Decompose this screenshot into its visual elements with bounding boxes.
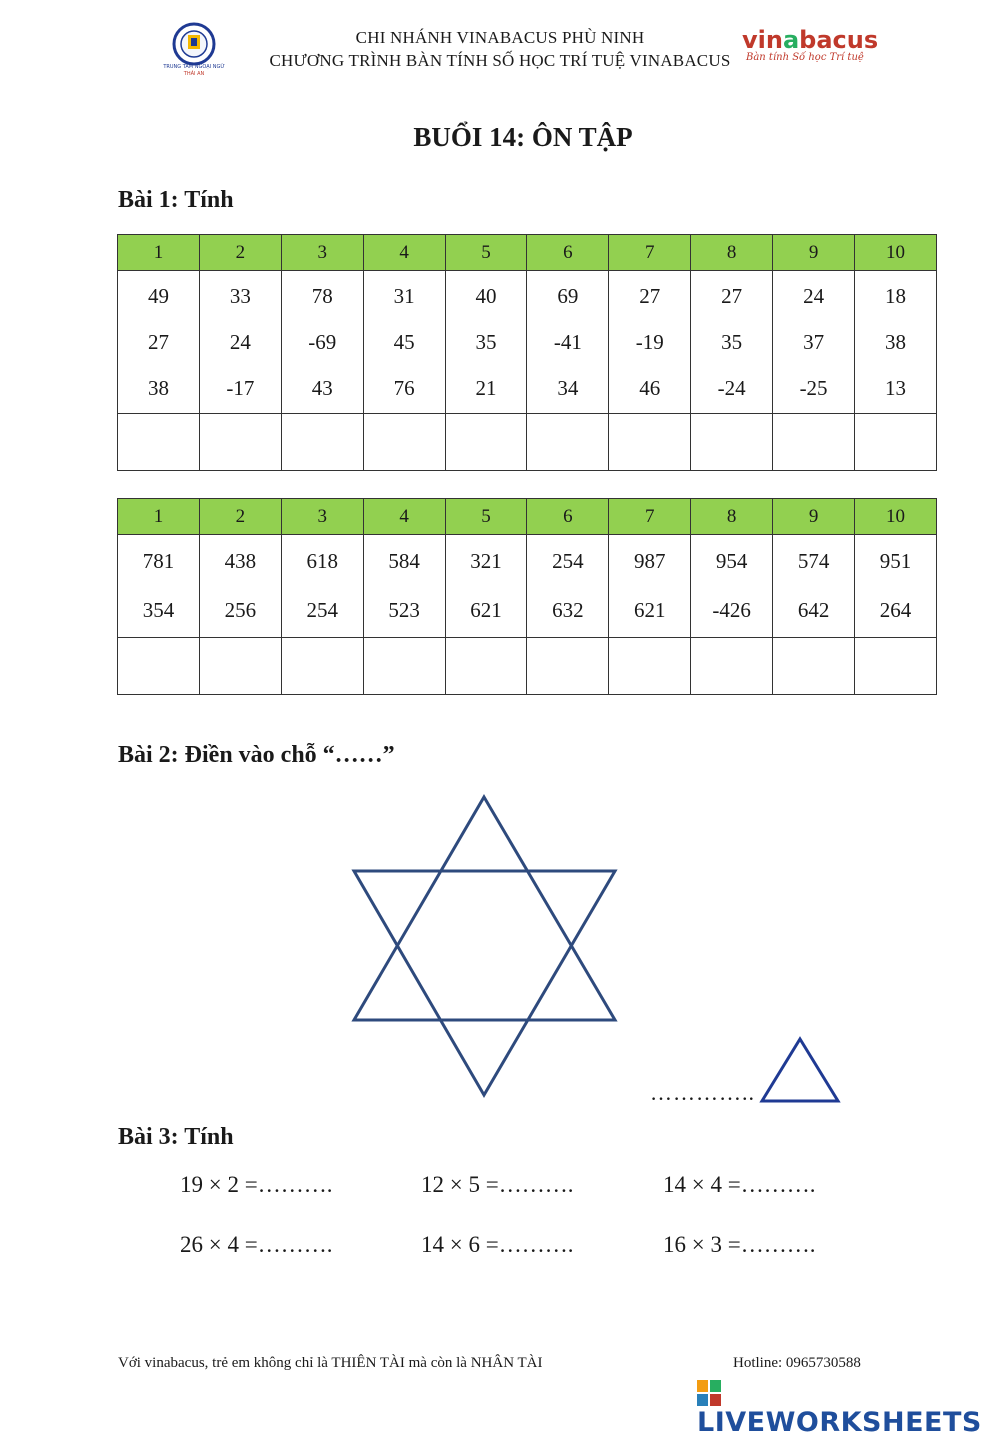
table-header-row — [118, 235, 937, 271]
cell-value: 76 — [393, 376, 415, 400]
logo-brand-c: bacus — [799, 26, 879, 54]
cell-value: 49 — [147, 284, 169, 308]
bai1-table-2 — [117, 498, 937, 695]
number-cell — [773, 271, 855, 414]
number-cell — [281, 271, 363, 414]
cell-value: -19 — [635, 330, 664, 354]
number-cell — [118, 535, 200, 638]
cell-value: -426 — [712, 598, 751, 622]
exercise-1[interactable]: 19 × 2 =………. — [180, 1172, 333, 1197]
number-cell — [281, 535, 363, 638]
cell-value: 321 — [470, 549, 502, 573]
star-of-david-figure — [340, 785, 640, 1105]
number-cell — [527, 271, 609, 414]
column-header: 5 — [445, 235, 527, 271]
cell-value: -25 — [799, 376, 828, 400]
cell-value: 621 — [634, 598, 666, 622]
cell-value: 354 — [142, 598, 175, 622]
cell-value: 31 — [393, 284, 415, 308]
cell-value: 35 — [475, 330, 497, 354]
column-header: 1 — [118, 499, 200, 535]
column-header: 7 — [609, 235, 691, 271]
cell-value: -24 — [717, 376, 746, 400]
column-header: 9 — [773, 499, 855, 535]
number-cell — [773, 535, 855, 638]
number-cell — [609, 535, 691, 638]
cell-value: 46 — [639, 376, 661, 400]
page-title: BUỔI 14: ÔN TẬP — [413, 122, 633, 152]
column-header: 4 — [363, 235, 445, 271]
cell-value: 621 — [470, 598, 502, 622]
cell-value: 256 — [224, 598, 257, 622]
cell-value: 264 — [879, 598, 912, 622]
column-header: 2 — [199, 499, 281, 535]
footer-slogan: Với vinabacus, trẻ em không chỉ là THIÊN TÀI mà còn là NHÂN TÀI — [118, 1355, 543, 1371]
cell-value: 69 — [557, 284, 579, 308]
column-header: 4 — [363, 499, 445, 535]
exercise-3[interactable]: 14 × 4 =………. — [663, 1172, 816, 1197]
star-upward-triangle — [354, 797, 615, 1020]
number-cell — [363, 535, 445, 638]
cell-value: 438 — [224, 549, 257, 573]
cell-value: 45 — [393, 330, 415, 354]
answer-cell[interactable] — [773, 414, 855, 471]
cell-value: 21 — [475, 376, 497, 400]
column-header: 5 — [445, 499, 527, 535]
answer-cell[interactable] — [363, 638, 445, 695]
column-header: 10 — [855, 499, 937, 535]
number-cell — [445, 535, 527, 638]
star-downward-triangle — [354, 871, 615, 1095]
answer-cell[interactable] — [445, 414, 527, 471]
number-cell — [855, 535, 937, 638]
answer-cell[interactable] — [691, 638, 773, 695]
number-cell — [527, 535, 609, 638]
table-data-row — [118, 271, 937, 414]
exercise-6[interactable]: 16 × 3 =………. — [663, 1232, 816, 1257]
answer-cell[interactable] — [609, 638, 691, 695]
column-header: 9 — [773, 235, 855, 271]
exercise-5[interactable]: 14 × 6 =………. — [421, 1232, 574, 1257]
answer-cell[interactable] — [773, 638, 855, 695]
cell-value: 987 — [634, 549, 666, 573]
answer-cell[interactable] — [445, 638, 527, 695]
logo-brand-a: vin — [742, 26, 783, 54]
cell-value: 38 — [885, 330, 906, 354]
answer-cell[interactable] — [527, 414, 609, 471]
answer-cell[interactable] — [609, 414, 691, 471]
answer-cell[interactable] — [281, 414, 363, 471]
bai3-heading: Bài 3: Tính — [118, 1124, 234, 1150]
cell-value: 632 — [552, 598, 584, 622]
cell-value: 574 — [797, 549, 830, 573]
table-answer-row — [118, 638, 937, 695]
column-header: 2 — [199, 235, 281, 271]
center-logo-caption: TRUNG TÂM NGOẠI NGỮ THÁI AN — [163, 64, 225, 77]
answer-cell[interactable] — [199, 414, 281, 471]
bai1-table-1 — [117, 234, 937, 471]
cell-value: 523 — [388, 598, 420, 622]
liveworksheets-logo-icon — [697, 1380, 721, 1406]
cell-value: 24 — [229, 330, 251, 354]
cell-value: 43 — [311, 376, 333, 400]
cell-value: 13 — [885, 376, 906, 400]
column-header: 6 — [527, 499, 609, 535]
cell-value: 27 — [147, 330, 169, 354]
bai2-answer-blank[interactable]: ………….. — [650, 1080, 755, 1105]
logo-slogan: Bàn tính Số học Trí tuệ — [746, 52, 864, 63]
answer-cell[interactable] — [855, 638, 937, 695]
logo-brand-b: a — [782, 26, 800, 54]
answer-cell[interactable] — [691, 414, 773, 471]
number-cell — [199, 535, 281, 638]
cell-value: 40 — [475, 284, 497, 308]
cell-value: 34 — [557, 376, 579, 400]
number-cell — [609, 271, 691, 414]
vinabacus-logo — [742, 28, 884, 72]
table-header-row — [118, 499, 937, 535]
answer-cell[interactable] — [363, 414, 445, 471]
number-cell — [691, 271, 773, 414]
triangle-icon — [758, 1035, 842, 1107]
cell-value: 27 — [721, 284, 743, 308]
cell-value: 33 — [229, 284, 251, 308]
number-cell — [199, 271, 281, 414]
column-header: 3 — [281, 499, 363, 535]
cell-value: 35 — [721, 330, 743, 354]
liveworksheets-watermark — [697, 1376, 1000, 1438]
cell-value: 584 — [388, 549, 420, 573]
column-header: 6 — [527, 235, 609, 271]
answer-cell[interactable] — [527, 638, 609, 695]
cell-value: 27 — [639, 284, 661, 308]
number-cell — [363, 271, 445, 414]
cell-value: 951 — [879, 549, 912, 573]
number-cell — [691, 535, 773, 638]
cell-value: 254 — [306, 598, 338, 622]
answer-cell[interactable] — [281, 638, 363, 695]
answer-cell[interactable] — [118, 638, 200, 695]
column-header: 3 — [281, 235, 363, 271]
exercise-2[interactable]: 12 × 5 =………. — [421, 1172, 574, 1197]
column-header: 8 — [691, 499, 773, 535]
cell-value: -17 — [226, 376, 255, 400]
number-cell — [855, 271, 937, 414]
cell-value: -69 — [308, 330, 337, 354]
cell-value: 37 — [803, 330, 825, 354]
answer-cell[interactable] — [855, 414, 937, 471]
header-line-2: CHƯƠNG TRÌNH BÀN TÍNH SỐ HỌC TRÍ TUỆ VINABACUS — [269, 51, 731, 70]
bai1-heading: Bài 1: Tính — [118, 187, 234, 213]
cell-value: 781 — [142, 549, 175, 573]
cell-value: 24 — [803, 284, 825, 308]
cell-value: 78 — [311, 284, 333, 308]
table-data-row — [118, 535, 937, 638]
footer-hotline: Hotline: 0965730588 — [733, 1355, 861, 1371]
column-header: 1 — [118, 235, 200, 271]
number-cell — [445, 271, 527, 414]
answer-cell[interactable] — [199, 638, 281, 695]
table-answer-row — [118, 414, 937, 471]
cell-value: 38 — [147, 376, 169, 400]
bai2-heading: Bài 2: Điền vào chỗ “……” — [118, 742, 395, 768]
header-line-1: CHI NHÁNH VINABACUS PHÙ NINH — [355, 28, 645, 47]
cell-value: 642 — [797, 598, 830, 622]
number-cell — [118, 271, 200, 414]
watermark-text: LIVEWORKSHEETS — [697, 1407, 982, 1438]
cell-value: 18 — [885, 284, 906, 308]
answer-cell[interactable] — [118, 414, 200, 471]
column-header: 10 — [855, 235, 937, 271]
cell-value: -41 — [553, 330, 582, 354]
cell-value: 618 — [306, 549, 338, 573]
column-header: 8 — [691, 235, 773, 271]
cell-value: 954 — [715, 549, 748, 573]
column-header: 7 — [609, 499, 691, 535]
exercise-4[interactable]: 26 × 4 =………. — [180, 1232, 333, 1257]
cell-value: 254 — [552, 549, 584, 573]
